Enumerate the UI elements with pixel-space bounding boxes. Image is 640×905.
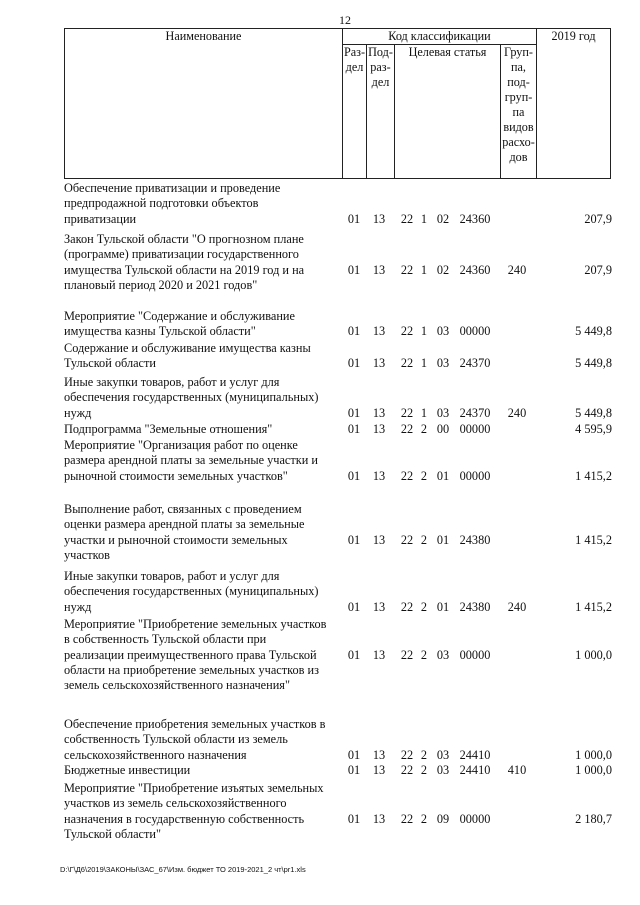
razdel-code: 01 <box>347 468 361 483</box>
target-code-subprogram: 1 <box>420 262 428 277</box>
target-code-direction: 00000 <box>459 324 491 339</box>
target-code-event: 02 <box>436 262 450 277</box>
header-razdel: Раз- дел <box>343 45 367 179</box>
row-name: Подпрограмма "Земельные отношения" <box>64 422 273 436</box>
target-code-subprogram: 2 <box>420 647 428 662</box>
target-code-program: 22 <box>400 324 414 339</box>
podrazdel-code: 13 <box>372 599 386 614</box>
target-code-event: 09 <box>436 811 450 826</box>
razdel-code: 01 <box>347 324 361 339</box>
target-code-direction: 24410 <box>459 763 491 777</box>
row-name: Содержание и обслуживание имущества казны Тульской области <box>64 341 311 371</box>
podrazdel-code: 13 <box>372 422 386 436</box>
header-code: Код классификации <box>343 29 537 45</box>
target-code-direction: 24370 <box>459 405 491 420</box>
header-year: 2019 год <box>537 29 611 179</box>
row-name: Мероприятие "Приобретение изъятых земельных участков из земель сельскохозяйственного назначения в государственную собственность Тульской области" <box>64 781 324 841</box>
amount-2019: 207,9 <box>584 262 612 277</box>
podrazdel-code: 13 <box>372 532 386 547</box>
target-code-program: 22 <box>400 532 414 547</box>
razdel-code: 01 <box>347 405 361 420</box>
target-code-event: 01 <box>436 599 450 614</box>
target-code-event: 03 <box>436 356 450 371</box>
razdel-code: 01 <box>347 811 361 826</box>
target-code-subprogram: 2 <box>420 422 428 436</box>
expense-group-code: 410 <box>507 763 527 777</box>
target-code-direction: 00000 <box>459 422 491 436</box>
podrazdel-code: 13 <box>372 468 386 483</box>
target-code-event: 01 <box>436 468 450 483</box>
target-code-event: 03 <box>436 763 450 777</box>
expense-group-code: 240 <box>507 262 527 277</box>
row-name: Обеспечение приобретения земельных участков в собственность Тульской области из земель сельскохозяйственного назначения <box>64 717 326 762</box>
row-name: Иные закупки товаров, работ и услуг для обеспечения государственных (муниципальных) нужд <box>64 569 319 614</box>
target-code-program: 22 <box>400 422 414 436</box>
target-code-program: 22 <box>400 211 414 226</box>
target-code-subprogram: 1 <box>420 356 428 371</box>
target-code-subprogram: 2 <box>420 599 428 614</box>
target-code-event: 03 <box>436 747 450 762</box>
row-name: Мероприятие "Организация работ по оценке размера арендной платы за земельные участки и рыночной стоимости земельных участков" <box>64 438 318 483</box>
amount-2019: 1 415,2 <box>575 532 612 547</box>
expense-group-code: 240 <box>507 599 527 614</box>
header-podrazdel: Под- раз- дел <box>367 45 395 179</box>
amount-2019: 1 000,0 <box>575 747 612 762</box>
row-name: Иные закупки товаров, работ и услуг для обеспечения государственных (муниципальных) нужд <box>64 375 319 420</box>
target-code-event: 02 <box>436 211 450 226</box>
amount-2019: 5 449,8 <box>575 324 612 339</box>
razdel-code: 01 <box>347 763 361 777</box>
target-code-event: 03 <box>436 647 450 662</box>
target-code-program: 22 <box>400 811 414 826</box>
expense-group-code: 240 <box>507 405 527 420</box>
podrazdel-code: 13 <box>372 763 386 777</box>
header-group: Груп- па, под- груп- па видов расхо- дов <box>501 45 537 179</box>
target-code-direction: 00000 <box>459 647 491 662</box>
target-code-subprogram: 1 <box>420 324 428 339</box>
target-code-event: 00 <box>436 422 450 436</box>
amount-2019: 5 449,8 <box>575 356 612 371</box>
target-code-subprogram: 2 <box>420 763 428 777</box>
file-path-footer: D:\Г\Д6\2019\ЗАКОНЫ\ЗАС_67\Изм. бюджет ТО 2019-2021_2 чт\рr1.xls <box>60 865 306 874</box>
amount-2019: 1 415,2 <box>575 599 612 614</box>
row-name: Мероприятие "Приобретение земельных участков в собственность Тульской области при реализации преимущественного права Тульской области на приобретение земельных участков из земель сельскохозяйственного назначения" <box>64 617 327 693</box>
target-code-subprogram: 2 <box>420 747 428 762</box>
amount-2019: 1 000,0 <box>575 647 612 662</box>
target-code-subprogram: 2 <box>420 532 428 547</box>
amount-2019: 4 595,9 <box>575 422 612 436</box>
razdel-code: 01 <box>347 211 361 226</box>
target-code-direction: 24370 <box>459 356 491 371</box>
razdel-code: 01 <box>347 422 361 436</box>
podrazdel-code: 13 <box>372 747 386 762</box>
razdel-code: 01 <box>347 356 361 371</box>
header-target: Целевая статья <box>395 45 501 179</box>
amount-2019: 5 449,8 <box>575 405 612 420</box>
target-code-direction: 24360 <box>459 211 491 226</box>
podrazdel-code: 13 <box>372 262 386 277</box>
target-code-program: 22 <box>400 262 414 277</box>
razdel-code: 01 <box>347 262 361 277</box>
podrazdel-code: 13 <box>372 647 386 662</box>
podrazdel-code: 13 <box>372 356 386 371</box>
target-code-event: 03 <box>436 324 450 339</box>
podrazdel-code: 13 <box>372 405 386 420</box>
amount-2019: 207,9 <box>584 211 612 226</box>
row-name: Закон Тульской области "О прогнозном плане (программе) приватизации государственного имущества Тульской области на 2019 год и на плановый период 2020 и 2021 годов" <box>64 232 305 292</box>
podrazdel-code: 13 <box>372 811 386 826</box>
podrazdel-code: 13 <box>372 211 386 226</box>
razdel-code: 01 <box>347 532 361 547</box>
target-code-subprogram: 1 <box>420 211 428 226</box>
razdel-code: 01 <box>347 647 361 662</box>
razdel-code: 01 <box>347 599 361 614</box>
razdel-code: 01 <box>347 747 361 762</box>
target-code-direction: 00000 <box>459 811 491 826</box>
target-code-program: 22 <box>400 356 414 371</box>
target-code-direction: 24380 <box>459 599 491 614</box>
target-code-program: 22 <box>400 647 414 662</box>
target-code-direction: 24360 <box>459 262 491 277</box>
target-code-direction: 24380 <box>459 532 491 547</box>
row-name: Обеспечение приватизации и проведение предпродажной подготовки объектов приватизации <box>64 181 281 226</box>
target-code-direction: 00000 <box>459 468 491 483</box>
target-code-subprogram: 2 <box>420 468 428 483</box>
row-name: Бюджетные инвестиции <box>64 763 191 777</box>
page-number: 12 <box>339 13 351 27</box>
podrazdel-code: 13 <box>372 324 386 339</box>
target-code-program: 22 <box>400 747 414 762</box>
target-code-program: 22 <box>400 468 414 483</box>
header-name: Наименование <box>65 29 343 179</box>
table-header <box>64 28 611 179</box>
row-name: Выполнение работ, связанных с проведением оценки размера арендной платы за земельные участки и рыночной стоимости земельных участков <box>64 502 305 562</box>
amount-2019: 1 415,2 <box>575 468 612 483</box>
target-code-program: 22 <box>400 763 414 777</box>
target-code-event: 01 <box>436 532 450 547</box>
target-code-direction: 24410 <box>459 747 491 762</box>
target-code-event: 03 <box>436 405 450 420</box>
target-code-program: 22 <box>400 405 414 420</box>
amount-2019: 2 180,7 <box>575 811 612 826</box>
target-code-subprogram: 2 <box>420 811 428 826</box>
target-code-subprogram: 1 <box>420 405 428 420</box>
row-name: Мероприятие "Содержание и обслуживание имущества казны Тульской области" <box>64 309 295 339</box>
amount-2019: 1 000,0 <box>575 763 612 777</box>
target-code-program: 22 <box>400 599 414 614</box>
